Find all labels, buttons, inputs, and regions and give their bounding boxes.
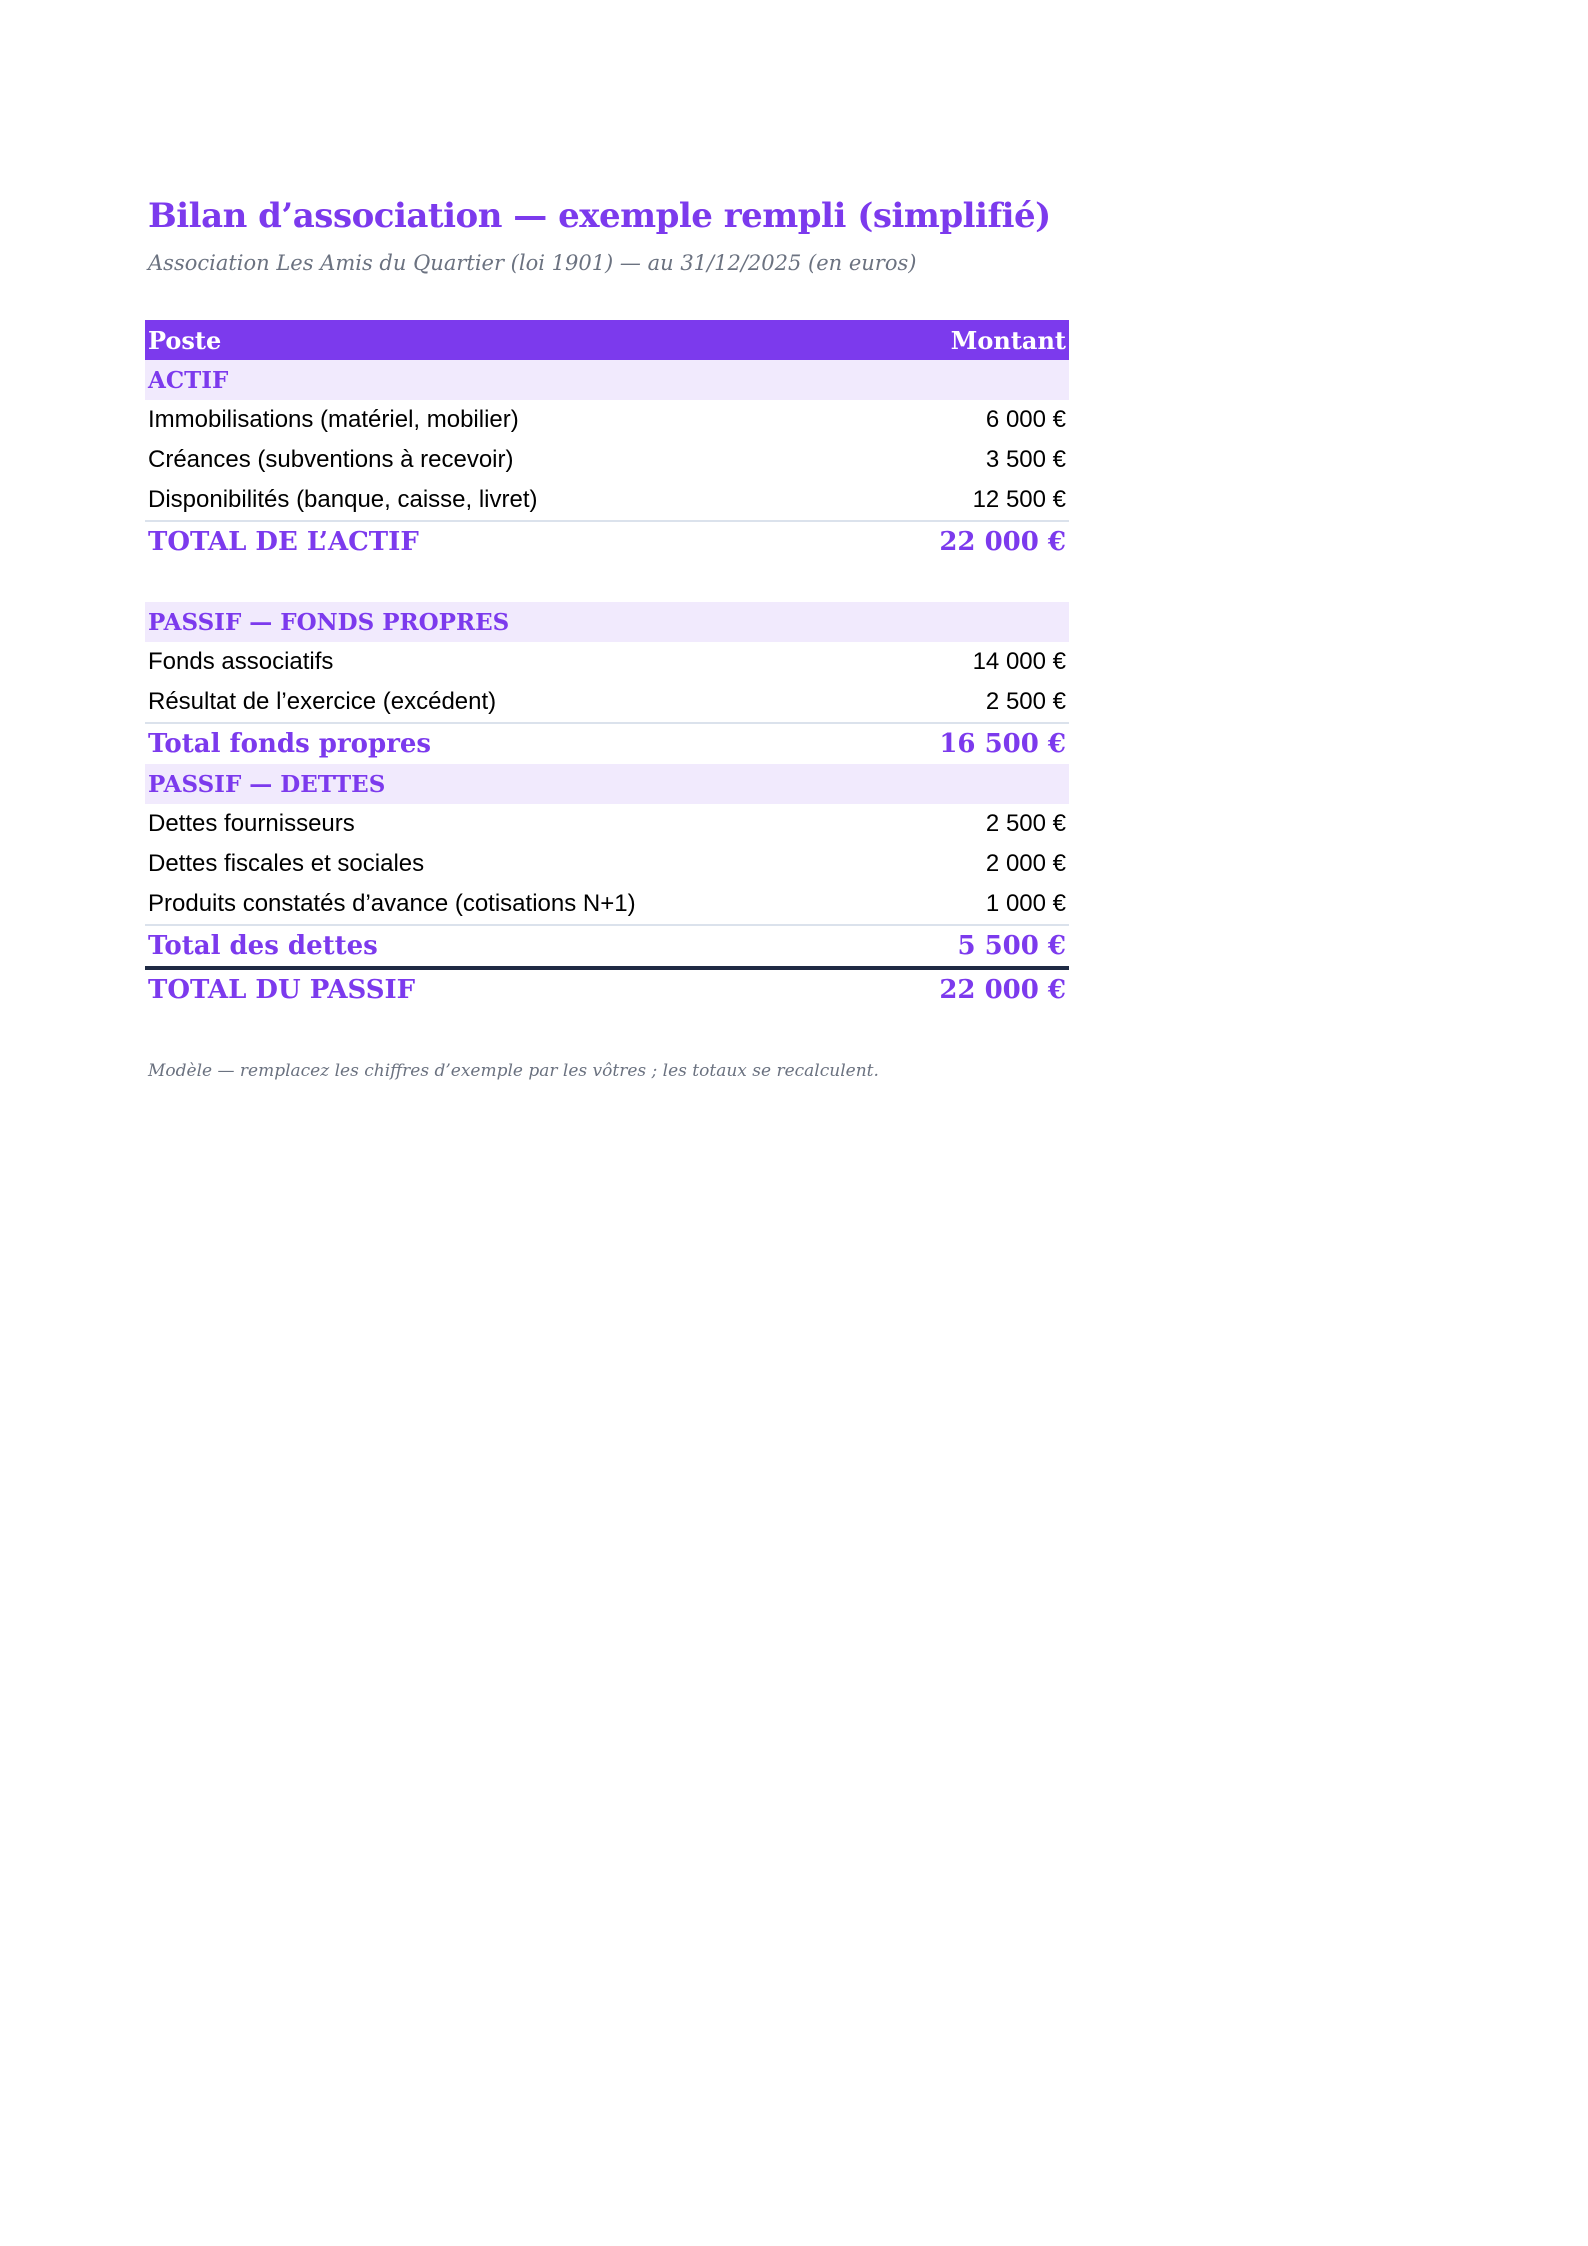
table-row	[145, 844, 1069, 884]
table-row	[145, 804, 1069, 844]
section-label: ACTIF	[145, 360, 1069, 400]
table-header-row	[145, 320, 1069, 360]
row-amount: 2 500 €	[985, 810, 1066, 837]
row-label: Fonds associatifs	[148, 648, 334, 675]
document-title: Bilan d’association — exemple rempli (simplifié)	[148, 196, 1051, 236]
row-amount: 14 000 €	[972, 648, 1066, 675]
row-label: Immobilisations (matériel, mobilier)	[148, 406, 519, 433]
row-amount: 1 000 €	[845, 884, 1069, 925]
total-label: TOTAL DE L’ACTIF	[148, 527, 419, 557]
row-amount: 12 500 €	[845, 480, 1069, 521]
table-row	[145, 480, 1069, 521]
total-fonds-propres-row	[145, 723, 1069, 764]
footnote: Modèle — remplacez les chiffres d’exemple par les vôtres ; les totaux se recalculent.	[148, 1061, 879, 1081]
section-dettes	[145, 764, 1069, 804]
table-row	[145, 682, 1069, 723]
total-amount: 22 000 €	[939, 975, 1066, 1005]
table-row	[145, 400, 1069, 440]
row-amount: 3 500 €	[985, 446, 1066, 473]
section-label: PASSIF — FONDS PROPRES	[145, 602, 1069, 642]
total-label: TOTAL DU PASSIF	[148, 975, 416, 1005]
row-amount: 2 500 €	[845, 682, 1069, 723]
row-label: Disponibilités (banque, caisse, livret)	[145, 480, 845, 521]
table-row	[145, 440, 1069, 480]
total-amount: 16 500 €	[939, 729, 1066, 759]
row-label: Dettes fournisseurs	[148, 810, 355, 837]
row-label: Résultat de l’exercice (excédent)	[145, 682, 845, 723]
document-subtitle: Association Les Amis du Quartier (loi 1901) — au 31/12/2025 (en euros)	[148, 251, 917, 275]
total-amount: 22 000 €	[939, 527, 1066, 557]
row-amount: 6 000 €	[985, 406, 1066, 433]
table-row	[145, 884, 1069, 925]
section-label: PASSIF — DETTES	[145, 764, 1069, 804]
total-dettes-row	[145, 925, 1069, 968]
header-poste: Poste	[145, 320, 845, 360]
section-actif	[145, 360, 1069, 400]
header-montant: Montant	[845, 320, 1069, 360]
balance-sheet-table	[145, 320, 1069, 1010]
row-label: Dettes fiscales et sociales	[148, 850, 425, 877]
section-fonds-propres	[145, 602, 1069, 642]
total-passif-row	[145, 968, 1069, 1010]
table-row	[145, 642, 1069, 682]
total-label: Total fonds propres	[148, 729, 432, 759]
total-amount: 5 500 €	[845, 925, 1069, 968]
row-amount: 2 000 €	[985, 850, 1066, 877]
total-label: Total des dettes	[145, 925, 845, 968]
total-actif-row	[145, 521, 1069, 562]
row-label: Produits constatés d’avance (cotisations N+1)	[145, 884, 845, 925]
spacer-row	[145, 562, 1069, 602]
row-label: Créances (subventions à recevoir)	[148, 446, 514, 473]
